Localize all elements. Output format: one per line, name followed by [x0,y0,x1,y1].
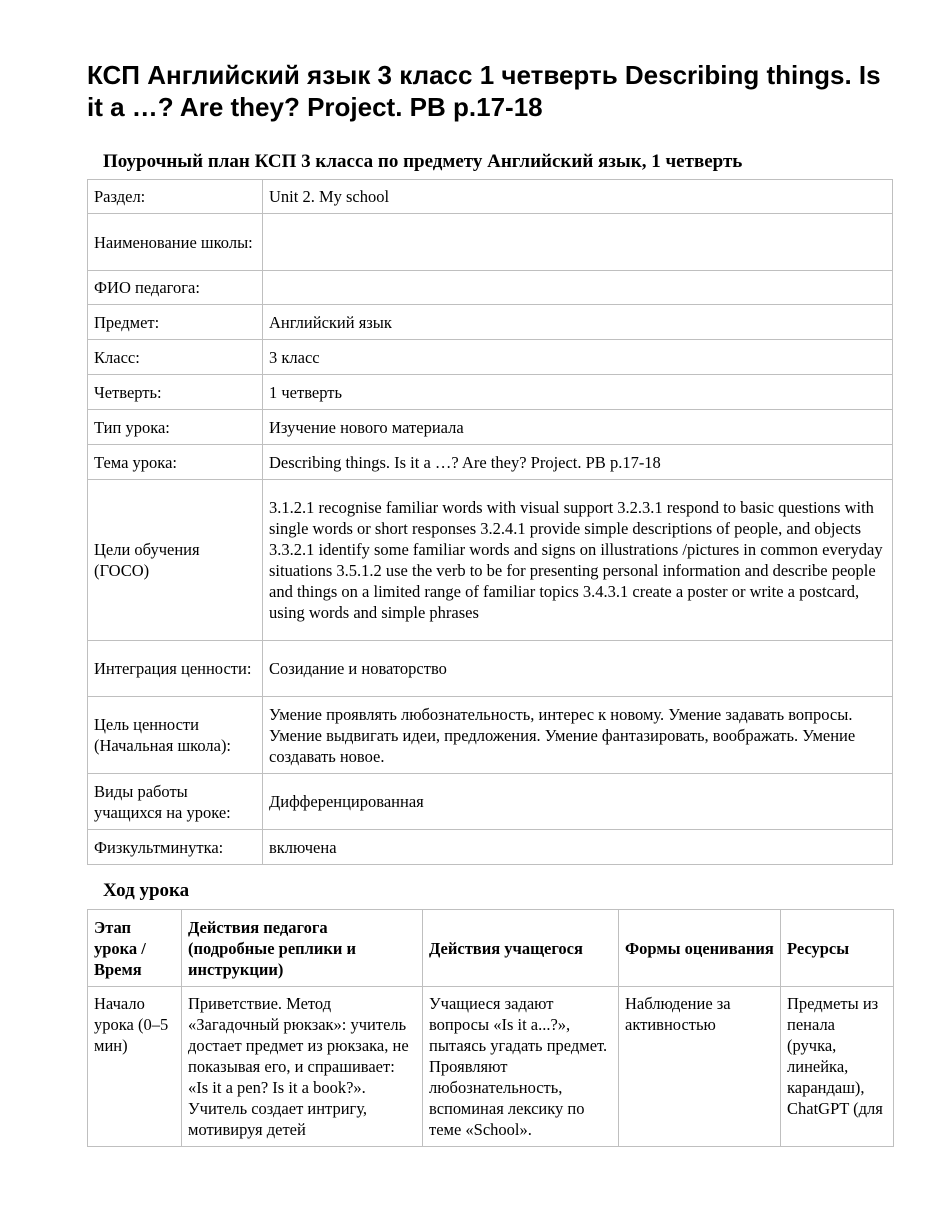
info-value: 1 четверть [263,375,893,410]
info-value: Английский язык [263,305,893,340]
lesson-heading: Ход урока [103,880,190,901]
info-table [87,179,893,865]
table-row [88,410,893,445]
column-header: Формы оценивания [619,910,781,987]
table-row [88,305,893,340]
table-row [88,480,893,641]
column-header: Этап урока / Время [88,910,182,987]
info-value: Describing things. Is it a …? Are they? Project. PB p.17-18 [263,445,893,480]
table-row [88,774,893,830]
document-page [87,0,893,1147]
info-value [263,214,893,271]
table-row [88,340,893,375]
table-row [88,697,893,774]
info-label: Тип урока: [88,410,263,445]
plan-heading: Поурочный план КСП 3 класса по предмету Английский язык, 1 четверть [103,151,743,172]
table-row [88,375,893,410]
info-value: Unit 2. My school [263,180,893,214]
info-label: Интеграция ценности: [88,641,263,697]
info-label: Класс: [88,340,263,375]
info-label: Предмет: [88,305,263,340]
table-header-row [88,910,894,987]
table-cell: Предметы из пенала (ручка, линейка, карандаш), ChatGPT (для [781,987,894,1147]
table-row [88,271,893,305]
info-value: Дифференцированная [263,774,893,830]
info-label: Цели обучения (ГОСО) [88,480,263,641]
info-value: 3 класс [263,340,893,375]
info-value [263,271,893,305]
table-row [88,641,893,697]
info-label: ФИО педагога: [88,271,263,305]
lesson-table [87,909,894,1147]
info-label: Цель ценности (Начальная школа): [88,697,263,774]
table-row [88,214,893,271]
info-label: Виды работы учащихся на уроке: [88,774,263,830]
table-row [88,180,893,214]
column-header: Ресурсы [781,910,894,987]
info-label: Физкультминутка: [88,830,263,865]
table-cell: Начало урока (0–5 мин) [88,987,182,1147]
info-label: Наименование школы: [88,214,263,271]
table-cell: Учащиеся задают вопросы «Is it a...?», пытаясь угадать предмет. Проявляют любознательность, вспоминая лексику по теме «School». [423,987,619,1147]
table-cell: Наблюдение за активностью [619,987,781,1147]
table-row [88,987,894,1147]
info-label: Четверть: [88,375,263,410]
table-row [88,445,893,480]
document-title: КСП Английский язык 3 класс 1 четверть Describing things. Is it a …? Are they? Project. PB p.17-18 [87,60,881,122]
info-value: включена [263,830,893,865]
table-row [88,830,893,865]
info-label: Раздел: [88,180,263,214]
info-value: Созидание и новаторство [263,641,893,697]
info-value: Умение проявлять любознательность, интерес к новому. Умение задавать вопросы. Умение выдвигать идеи, предложения. Умение фантазировать, воображать. Умение создавать новое. [263,697,893,774]
column-header: Действия педагога (подробные реплики и инструкции) [182,910,423,987]
info-label: Тема урока: [88,445,263,480]
info-value: Изучение нового материала [263,410,893,445]
column-header: Действия учащегося [423,910,619,987]
info-value: 3.1.2.1 recognise familiar words with visual support 3.2.3.1 respond to basic questions with single words or short responses 3.2.4.1 provide simple descriptions of people, and objects 3.3.2.1 identify some familiar words and signs on illustrations /pictures in common everyday situations 3.5.1.2 use the verb to be for presenting personal information and describe people and things on a limited range of familiar topics 3.4.3.1 create a poster or write a postcard, using words and simple phrases [263,480,893,641]
table-cell: Приветствие. Метод «Загадочный рюкзак»: учитель достает предмет из рюкзака, не показывая его, и спрашивает: «Is it a pen? Is it a book?». Учитель создает интригу, мотивируя детей [182,987,423,1147]
